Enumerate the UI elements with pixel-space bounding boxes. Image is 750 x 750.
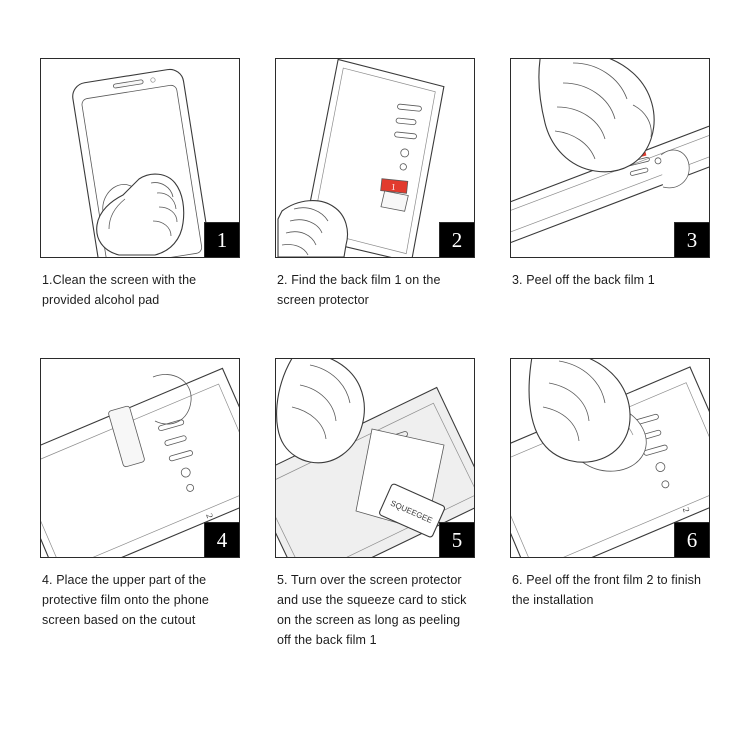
step-cell-6 [510, 358, 710, 650]
step-cell-1 [40, 58, 240, 330]
step-badge-3: 3 [674, 222, 709, 257]
step-illustration-1 [40, 58, 240, 258]
step-caption-5: 5. Turn over the screen protector and use the squeeze card to stick on the screen as long as peeling off the back film 1 [277, 573, 467, 647]
step-caption-3: 3. Peel off the back film 1 [512, 273, 655, 287]
step-badge-1: 1 [204, 222, 239, 257]
svg-text:1: 1 [390, 181, 397, 193]
step-cell-3 [510, 58, 710, 330]
steps-grid [40, 58, 710, 650]
svg-text:2: 2 [680, 506, 692, 514]
step-badge-5: 5 [439, 522, 474, 557]
step-illustration-6 [510, 358, 710, 558]
svg-text:2: 2 [204, 512, 216, 520]
step-badge-2: 2 [439, 222, 474, 257]
step-cell-4 [40, 358, 240, 650]
step-caption-2: 2. Find the back film 1 on the screen protector [277, 273, 441, 307]
step-badge-4: 4 [204, 522, 239, 557]
step-caption-1: 1.Clean the screen with the provided alcohol pad [42, 273, 197, 307]
step-caption-6: 6. Peel off the front film 2 to finish the installation [512, 573, 702, 607]
step-cell-2 [275, 58, 475, 330]
step-illustration-4 [40, 358, 240, 558]
step-caption-4: 4. Place the upper part of the protective film onto the phone screen based on the cutout [42, 573, 209, 627]
step-badge-6: 6 [674, 522, 709, 557]
squeegee-card-label: SQUEEGEE [389, 498, 434, 526]
step-illustration-3 [510, 58, 710, 258]
step-cell-5 [275, 358, 475, 650]
step-illustration-5 [275, 358, 475, 558]
step-illustration-2 [275, 58, 475, 258]
